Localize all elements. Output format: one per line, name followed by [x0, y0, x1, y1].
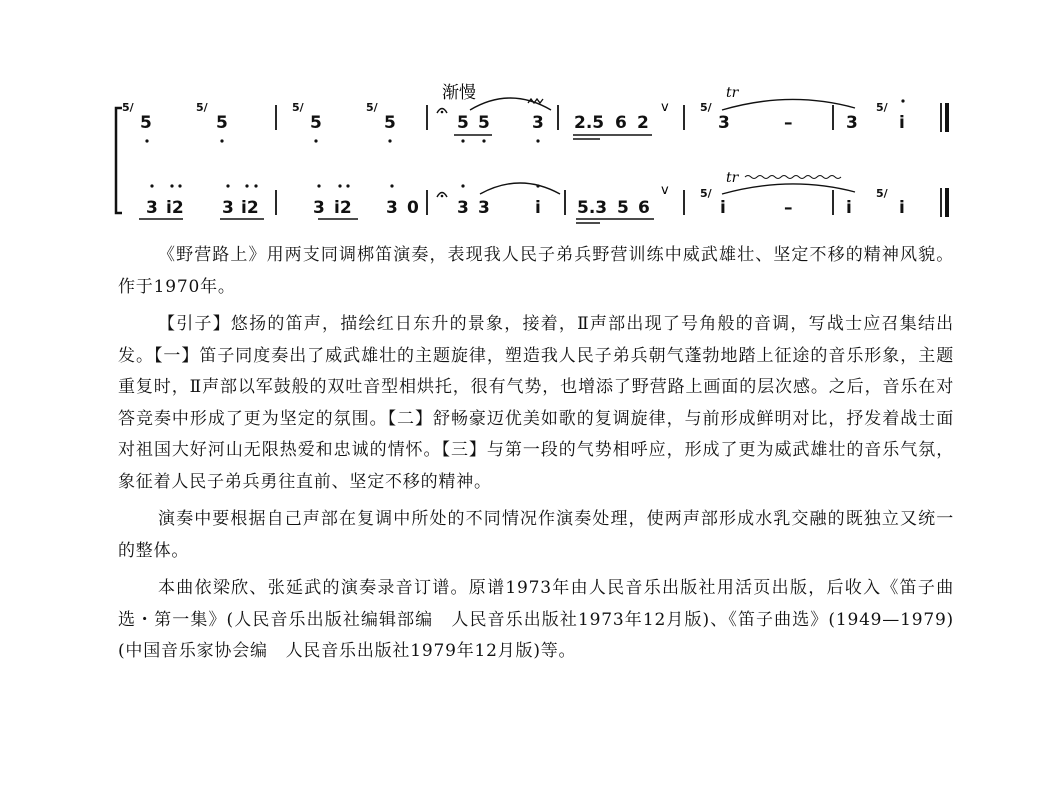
- note: 5.3: [577, 198, 608, 218]
- note: 3: [718, 113, 730, 133]
- note: 3: [386, 198, 398, 218]
- note: 3: [313, 198, 325, 218]
- barlines: [276, 103, 941, 217]
- grace-note: 5/: [196, 101, 208, 114]
- phrase-slur-upper: [470, 98, 551, 110]
- note: 6: [638, 198, 650, 218]
- note: i: [899, 198, 905, 218]
- note: i: [535, 198, 541, 218]
- grace-note: 5/: [122, 101, 134, 114]
- note: 6: [615, 113, 627, 133]
- note: 5: [140, 113, 152, 133]
- source-paragraph: 本曲依梁欣、张延武的演奏录音订谱。原谱1973年由人民音乐出版社用活页出版，后收入《笛子曲选・第一集》(人民音乐出版社编辑部编 人民音乐出版社1973年12月版)、《笛子曲选》(1949—1979)(中国音乐家协会编 人民音乐出版社1979年12月版)等。: [118, 578, 954, 661]
- tempo-mark: 渐慢: [442, 83, 476, 103]
- trill-wave-lower: [745, 176, 841, 179]
- grace-note: 5/: [292, 101, 304, 114]
- breath-mark-upper: v: [661, 100, 669, 115]
- note: i: [720, 198, 726, 218]
- note: 3: [478, 198, 490, 218]
- grace-note: 5/: [876, 101, 888, 114]
- note: 5: [384, 113, 396, 133]
- note: i2: [241, 198, 259, 218]
- note: i: [899, 113, 905, 133]
- intro-paragraph: 《野营路上》用两支同调梆笛演奏，表现我人民子弟兵野营训练中威武雄壮、坚定不移的精神风貌。作于1970年。: [118, 245, 954, 297]
- structure-paragraph: 【引子】悠扬的笛声，描绘红日东升的景象，接着，Ⅱ声部出现了号角般的音调，写战士应召集结出发。【一】笛子同度奏出了威武雄壮的主题旋律，塑造我人民子弟兵朝气蓬勃地踏上征途的音乐形象，主题重复时，Ⅱ声部以军鼓般的双吐音型相烘托，很有气势，也增添了野营路上画面的层次感。之后，音乐在对答竞奏中形成了更为坚定的氛围。【二】舒畅豪迈优美如歌的复调旋律，与前形成鲜明对比，抒发着战士面对祖国大好河山无限热爱和忠诚的情怀。【三】与第一段的气势相呼应，形成了更为威武雄壮的音乐气氛，象征着人民子弟兵勇往直前、坚定不移的精神。: [118, 314, 954, 492]
- note: 3: [532, 113, 544, 133]
- note: 5: [617, 198, 629, 218]
- trill-slur-lower: [722, 184, 855, 194]
- note: 0: [407, 198, 419, 218]
- note: 2.5: [574, 113, 605, 133]
- note: i2: [334, 198, 352, 218]
- note: 3: [146, 198, 158, 218]
- trill-mark-lower: tr: [726, 170, 739, 186]
- note: 5: [216, 113, 228, 133]
- note: i2: [166, 198, 184, 218]
- note: 2: [637, 113, 649, 133]
- commentary-text: [118, 240, 954, 668]
- performance-paragraph: 演奏中要根据自己声部在复调中所处的不同情况作演奏处理，使两声部形成水乳交融的既独立又统一的整体。: [118, 509, 954, 561]
- fermata-dot-lower: [441, 195, 444, 198]
- grace-note: 5/: [700, 101, 712, 114]
- note: 5: [478, 113, 490, 133]
- breath-mark-lower: v: [661, 183, 669, 198]
- note: 3: [457, 198, 469, 218]
- grace-note: 5/: [700, 187, 712, 200]
- note: i: [846, 198, 852, 218]
- note: 5: [457, 113, 469, 133]
- fermata-dot-upper: [441, 111, 444, 114]
- system-brace: [116, 108, 122, 213]
- phrase-slur-lower: [480, 183, 560, 194]
- grace-note: 5/: [366, 101, 378, 114]
- note: 3: [846, 113, 858, 133]
- note: 5: [310, 113, 322, 133]
- note: 3: [222, 198, 234, 218]
- numbered-notation-score: [0, 0, 1041, 235]
- note: –: [784, 113, 793, 133]
- trill-mark-upper: tr: [726, 85, 739, 101]
- grace-note: 5/: [876, 187, 888, 200]
- note: –: [784, 198, 793, 218]
- trill-slur-upper: [722, 99, 855, 110]
